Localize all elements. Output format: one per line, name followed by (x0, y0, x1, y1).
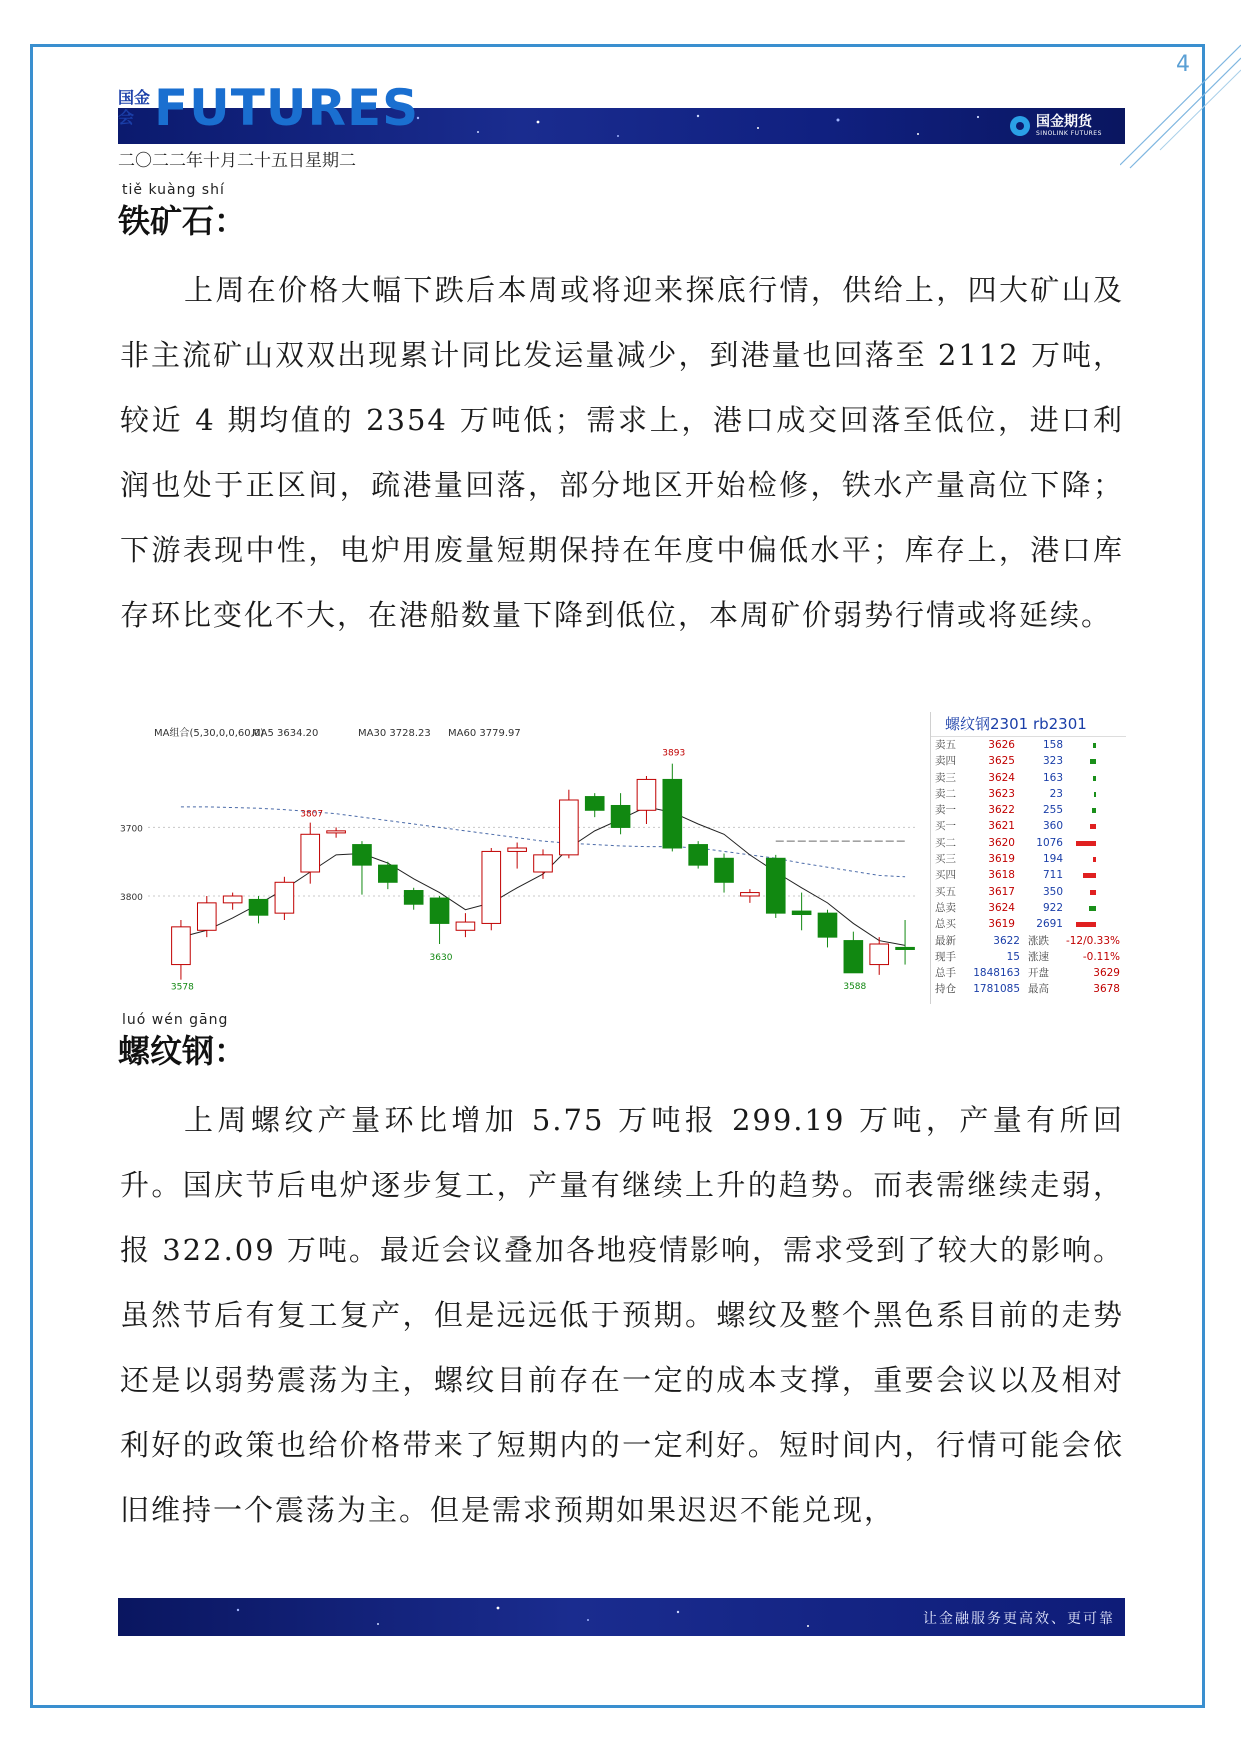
section1-heading: 铁矿石： (118, 202, 247, 240)
quote-volume-bar (1092, 808, 1096, 813)
brand-cn-line2: 会 (118, 108, 135, 127)
candle-down (353, 845, 372, 866)
corner-decoration (1120, 40, 1241, 180)
stat-value: 1781085 (973, 983, 1020, 996)
quote-volume-bar (1093, 857, 1096, 862)
quote-title: 螺纹钢2301 rb2301 (931, 712, 1126, 737)
brand-futures-wordmark: FUTURES (154, 79, 420, 137)
quote-label: 买四 (935, 869, 956, 882)
candle-down (689, 845, 708, 866)
quote-bar-cell (1063, 851, 1126, 867)
quote-bar-cell (1063, 867, 1126, 883)
quote-row (931, 916, 1126, 932)
quote-volume-bar (1090, 824, 1096, 829)
quote-bar-cell (1063, 753, 1126, 769)
quote-volume: 922 (1042, 901, 1063, 914)
candle-up (508, 848, 527, 851)
stat-row (931, 933, 1126, 949)
quote-panel (930, 712, 1126, 1004)
candle-up (741, 893, 760, 896)
quote-row (931, 770, 1126, 786)
stat-label-2: 最高 (1028, 983, 1049, 996)
company-logo (1010, 114, 1102, 138)
candle-down (766, 858, 785, 913)
quote-bar-cell (1063, 884, 1126, 900)
logo-cn-text: 国金期货 (1036, 113, 1092, 130)
candle-up (327, 831, 346, 833)
stat-label: 最新 (935, 934, 956, 947)
candle-up (870, 944, 889, 965)
quote-volume-bar (1094, 792, 1096, 797)
price-annotation: 3630 (429, 953, 453, 963)
candle-up (534, 855, 553, 872)
y-tick-label: 3700 (120, 824, 143, 835)
quote-price: 3617 (988, 885, 1015, 898)
section2-body: 上周螺纹产量环比增加 5.75 万吨报 299.19 万吨，产量有所回升。国庆节后电炉逐步复工，产量有继续上升的趋势。而表需继续走弱，报 322.09 万吨。最近会议叠加各地疫情影响，需求受到了较大的影响。虽然节后有复工复产，但是远远低于预期。螺纹及整个黑色系目前的走势还是以弱势震荡为主，螺纹目前存在一定的成本支撑，重要会议以及相对利好的政策也给价格带来了短期内的一定利好。短时间内，行情可能会依旧维持一个震荡为主。但是需求预期如果迟迟不能兑现， (120, 1103, 1124, 1527)
quote-row (931, 835, 1126, 851)
candle-up (560, 800, 579, 855)
quote-volume: 360 (1042, 820, 1063, 833)
quote-price: 3622 (988, 804, 1015, 817)
stat-value: 3622 (993, 934, 1020, 947)
quote-price: 3620 (988, 836, 1015, 849)
candle-up (275, 882, 294, 913)
quote-price: 3618 (988, 869, 1015, 882)
price-chart (118, 712, 1125, 1004)
quote-volume: 2691 (1036, 918, 1063, 931)
stat-label-2: 开盘 (1028, 967, 1049, 980)
quote-volume-bar (1089, 906, 1096, 911)
quote-volume-bar (1076, 841, 1096, 846)
stat-value-2: -12/0.33% (1065, 934, 1120, 947)
quote-bar-cell (1063, 900, 1126, 916)
candle-up (223, 896, 242, 903)
quote-price: 3623 (988, 787, 1015, 800)
section1-pinyin: tiě kuàng shí (122, 182, 225, 198)
logo-circle-icon (1010, 116, 1030, 136)
stat-label: 持仓 (935, 983, 956, 996)
section2-pinyin: luó wén gāng (122, 1012, 229, 1028)
footer-banner (118, 1598, 1125, 1636)
stat-label-2: 涨速 (1028, 950, 1049, 963)
quote-row (931, 818, 1126, 834)
brand-chinese (118, 88, 152, 128)
quote-label: 买五 (935, 885, 956, 898)
stat-row (931, 981, 1126, 997)
ma30-caption: MA30 3728.23 (358, 728, 431, 739)
ma5-caption: MA5 3634.20 (252, 728, 319, 739)
quote-row (931, 737, 1126, 753)
logo-en-text: SINOLINK FUTURES (1036, 129, 1102, 137)
candle-down (611, 805, 630, 827)
candle-up (456, 922, 475, 930)
quote-label: 卖三 (935, 771, 956, 784)
candle-down (896, 947, 915, 949)
quote-volume: 255 (1042, 804, 1063, 817)
stat-value: 15 (1006, 950, 1020, 963)
report-date: 二〇二二年十月二十五日星期二 (118, 151, 356, 171)
price-annotation: 3578 (170, 982, 194, 993)
stat-label: 现手 (935, 950, 956, 963)
stat-value-2: 3629 (1093, 967, 1120, 980)
footer-slogan: 让金融服务更高效、更可靠 (923, 1611, 1115, 1627)
candle-down (663, 779, 682, 848)
quote-volume: 23 (1049, 787, 1063, 800)
quote-bar-cell (1063, 737, 1126, 753)
quote-label: 卖一 (935, 804, 956, 817)
quote-volume-bar (1090, 759, 1096, 764)
ma60-caption: MA60 3779.97 (448, 728, 521, 739)
candle-down (379, 865, 398, 882)
quote-label: 总买 (935, 918, 956, 931)
quote-price: 3625 (988, 755, 1015, 768)
candle-down (844, 941, 863, 973)
quote-bar-cell (1063, 770, 1126, 786)
quote-volume: 711 (1042, 869, 1063, 882)
quote-volume-bar (1076, 922, 1096, 927)
quote-label: 卖五 (935, 739, 956, 751)
brand-cn-line1: 国金 (118, 88, 151, 107)
candle-down (249, 899, 268, 915)
quote-price: 3619 (988, 853, 1015, 866)
quote-price: 3626 (988, 739, 1015, 751)
stat-value-2: 3678 (1093, 983, 1120, 996)
stat-row (931, 949, 1126, 965)
quote-volume: 323 (1042, 755, 1063, 768)
section2-heading: 螺纹钢： (118, 1032, 247, 1070)
quote-price: 3621 (988, 820, 1015, 833)
quote-volume-bar (1083, 873, 1096, 878)
stat-value: 1848163 (973, 967, 1020, 980)
price-annotation: 3807 (300, 809, 324, 820)
candle-up (637, 779, 656, 810)
quote-row (931, 786, 1126, 802)
stat-label-2: 涨跌 (1028, 934, 1049, 947)
stat-value-2: -0.11% (1082, 950, 1120, 963)
quote-price: 3624 (988, 901, 1015, 914)
quote-volume: 350 (1042, 885, 1063, 898)
quote-bar-cell (1063, 802, 1126, 818)
candle-down (715, 858, 734, 882)
candle-up (172, 927, 191, 965)
stat-label: 总手 (935, 967, 956, 980)
quote-row (931, 884, 1126, 900)
quote-label: 卖四 (935, 755, 956, 768)
quote-volume: 1076 (1036, 836, 1063, 849)
candle-down (430, 898, 449, 923)
quote-label: 买一 (935, 820, 956, 833)
quote-row (931, 851, 1126, 867)
quote-volume-bar (1090, 890, 1096, 895)
quote-label: 买二 (935, 836, 956, 849)
ma-combo-caption: MA组合(5,30,0,0,60,0) (154, 728, 265, 739)
candle-down (818, 913, 837, 937)
quote-bar-cell (1063, 818, 1126, 834)
quote-label: 总卖 (935, 901, 956, 914)
page-number: 4 (1176, 52, 1190, 77)
stat-row (931, 965, 1126, 981)
quote-volume-bar (1093, 743, 1096, 748)
quote-volume: 158 (1042, 739, 1063, 751)
quote-volume: 163 (1042, 771, 1063, 784)
quote-bar-cell (1063, 786, 1126, 802)
quote-volume: 194 (1042, 853, 1063, 866)
quote-row (931, 753, 1126, 769)
quote-row (931, 867, 1126, 883)
candle-down (792, 911, 811, 914)
candle-up (197, 903, 216, 930)
price-annotation: 3588 (843, 981, 867, 992)
quote-row (931, 900, 1126, 916)
y-tick-label: 3800 (120, 893, 143, 903)
price-annotation: 3893 (662, 748, 686, 759)
quote-volume-bar (1093, 776, 1096, 781)
quote-bar-cell (1063, 835, 1126, 851)
section1-body: 上周在价格大幅下跌后本周或将迎来探底行情，供给上，四大矿山及非主流矿山双双出现累计同比发运量减少，到港量也回落至 2112 万吨，较近 4 期均值的 2354 万吨低；需求上，港口成交回落至低位，进口利润也处于正区间，疏港量回落，部分地区开始检修，铁水产量高位下降；下游表现中性，电炉用废量短期保持在年度中偏低水平；库存上，港口库存环比变化不大，在港船数量下降到低位，本周矿价弱势行情或将延续。 (120, 273, 1124, 632)
candle-up (301, 834, 320, 872)
candle-down (585, 797, 604, 811)
candlestick-chart (118, 712, 930, 1004)
candle-up (482, 851, 501, 923)
candle-down (404, 891, 423, 905)
quote-price: 3619 (988, 918, 1015, 931)
quote-label: 卖二 (935, 787, 956, 800)
quote-bar-cell (1063, 916, 1126, 932)
quote-label: 买三 (935, 853, 956, 866)
quote-price: 3624 (988, 771, 1015, 784)
quote-row (931, 802, 1126, 818)
